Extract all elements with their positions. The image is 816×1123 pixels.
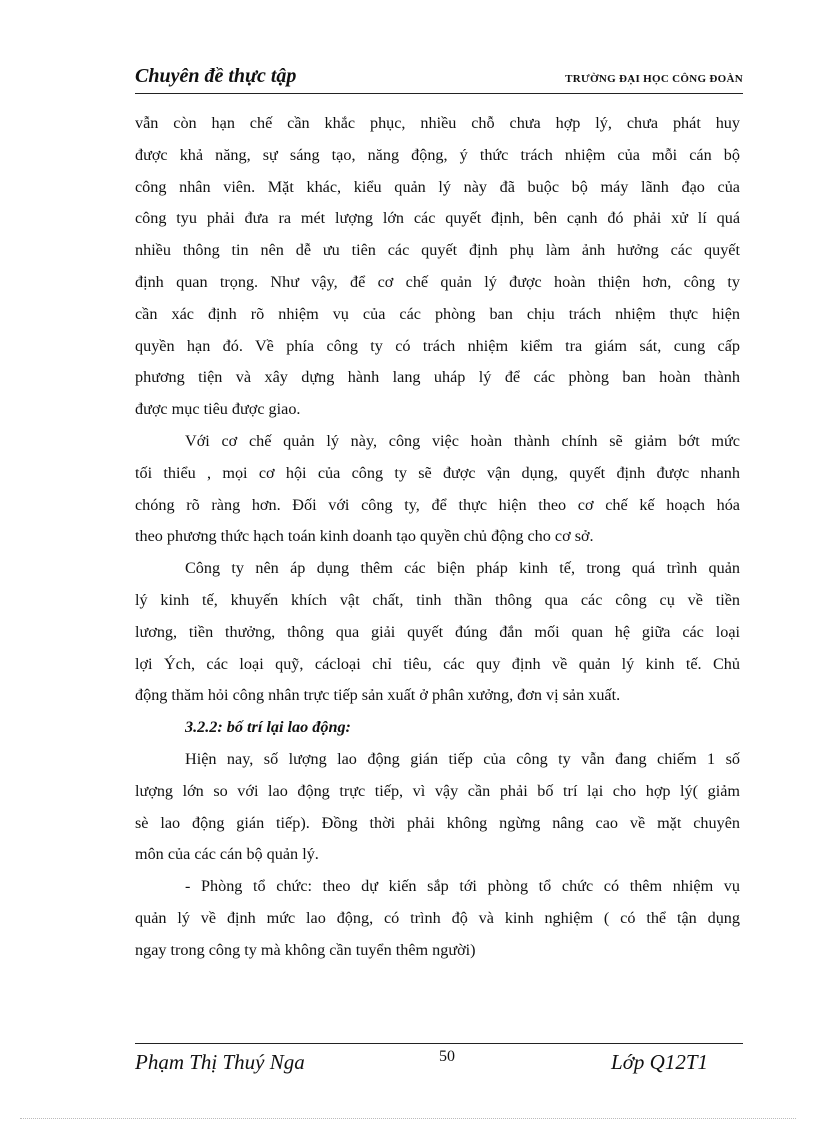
- class-name: Lớp Q12T1: [611, 1050, 708, 1074]
- text-line: Công ty nên áp dụng thêm các biện pháp kinh tế, trong quá trình quản: [185, 559, 740, 578]
- body-text: [135, 108, 740, 967]
- text-line: vẫn còn hạn chế cần khắc phục, nhiều chỗ chưa hợp lý, chưa phát huy: [135, 114, 740, 132]
- document-title: Chuyên đề thực tập: [135, 65, 297, 87]
- text-line: lý kinh tế, khuyến khích vật chất, tinh thần thông qua các công cụ về tiền: [135, 590, 740, 609]
- text-line: cần xác định rõ nhiệm vụ của các phòng ban chịu trách nhiệm thực hiện: [135, 304, 740, 323]
- page-footer: [135, 1043, 743, 1084]
- text-line: ngay trong công ty mà không cần tuyển thêm người): [135, 940, 476, 959]
- author-name: Phạm Thị Thuý Nga: [135, 1050, 305, 1074]
- text-line: động thăm hỏi công nhân trực tiếp sản xuất ở phân xưởng, đơn vị sản xuất.: [135, 686, 621, 705]
- text-line: lương, tiền thưởng, thông qua giải quyết đúng đắn mối quan hệ giữa các loại: [135, 622, 740, 641]
- section-heading: 3.2.2: bố trí lại lao động:: [185, 718, 351, 737]
- text-line: theo phương thức hạch toán kinh doanh tạo quyền chủ động cho cơ sở.: [135, 527, 594, 546]
- school-name: TRƯỜNG ĐẠI HỌC CÔNG ĐOÀN: [565, 73, 743, 85]
- text-line: Với cơ chế quản lý này, công việc hoàn thành chính sẽ giảm bớt mức: [185, 431, 740, 450]
- text-line: sè lao động gián tiếp). Đồng thời phải không ngừng nâng cao về mặt chuyên: [135, 813, 740, 832]
- text-line: lượng lớn so với lao động trực tiếp, vì vậy cần phải bố trí lại cho hợp lý( giảm: [135, 781, 740, 800]
- text-line: lợi Ých, các loại quỹ, cácloại chỉ tiêu, các quy định về quản lý kinh tế. Chủ: [135, 654, 740, 673]
- page-number: 50: [439, 1048, 455, 1065]
- text-line: công tyu phải đưa ra mét lượng lớn các quyết định, bên cạnh đó phải xử lí quá: [135, 209, 740, 228]
- text-line: chóng rõ ràng hơn. Đối với công ty, để thực hiện theo cơ chế kế hoạch hóa: [135, 495, 740, 514]
- text-line: định quan trọng. Như vậy, để cơ chế quản lý được hoàn thiện hơn, công ty: [135, 272, 740, 291]
- text-line: Hiện nay, số lượng lao động gián tiếp của công ty vẫn đang chiếm 1 số: [185, 749, 740, 768]
- text-line: được mục tiêu được giao.: [135, 400, 301, 419]
- text-line: được khả năng, sự sáng tạo, năng động, ý thức trách nhiệm của mỗi cán bộ: [135, 145, 740, 164]
- page-header: [135, 63, 743, 94]
- page-bottom-divider: [20, 1118, 796, 1119]
- text-line: - Phòng tổ chức: theo dự kiến sắp tới phòng tổ chức có thêm nhiệm vụ: [185, 877, 740, 896]
- text-line: phương tiện và xây dựng hành lang uháp lý để các phòng ban hoàn thành: [135, 368, 740, 387]
- text-line: công nhân viên. Mặt khác, kiểu quản lý này đã buộc bộ máy lãnh đạo của: [135, 177, 740, 196]
- text-line: quản lý về định mức lao động, có trình độ và kinh nghiệm ( có thể tận dụng: [135, 908, 740, 927]
- text-line: quyền hạn đó. Về phía công ty có trách nhiệm kiểm tra giám sát, cung cấp: [135, 336, 740, 355]
- text-line: tối thiểu , mọi cơ hội của công ty sẽ được vận dụng, quyết định được nhanh: [135, 463, 740, 482]
- text-line: nhiều thông tin nên dễ ưu tiên các quyết định phụ làm ảnh hưởng các quyết: [135, 241, 740, 260]
- text-line: môn của các cán bộ quản lý.: [135, 845, 319, 864]
